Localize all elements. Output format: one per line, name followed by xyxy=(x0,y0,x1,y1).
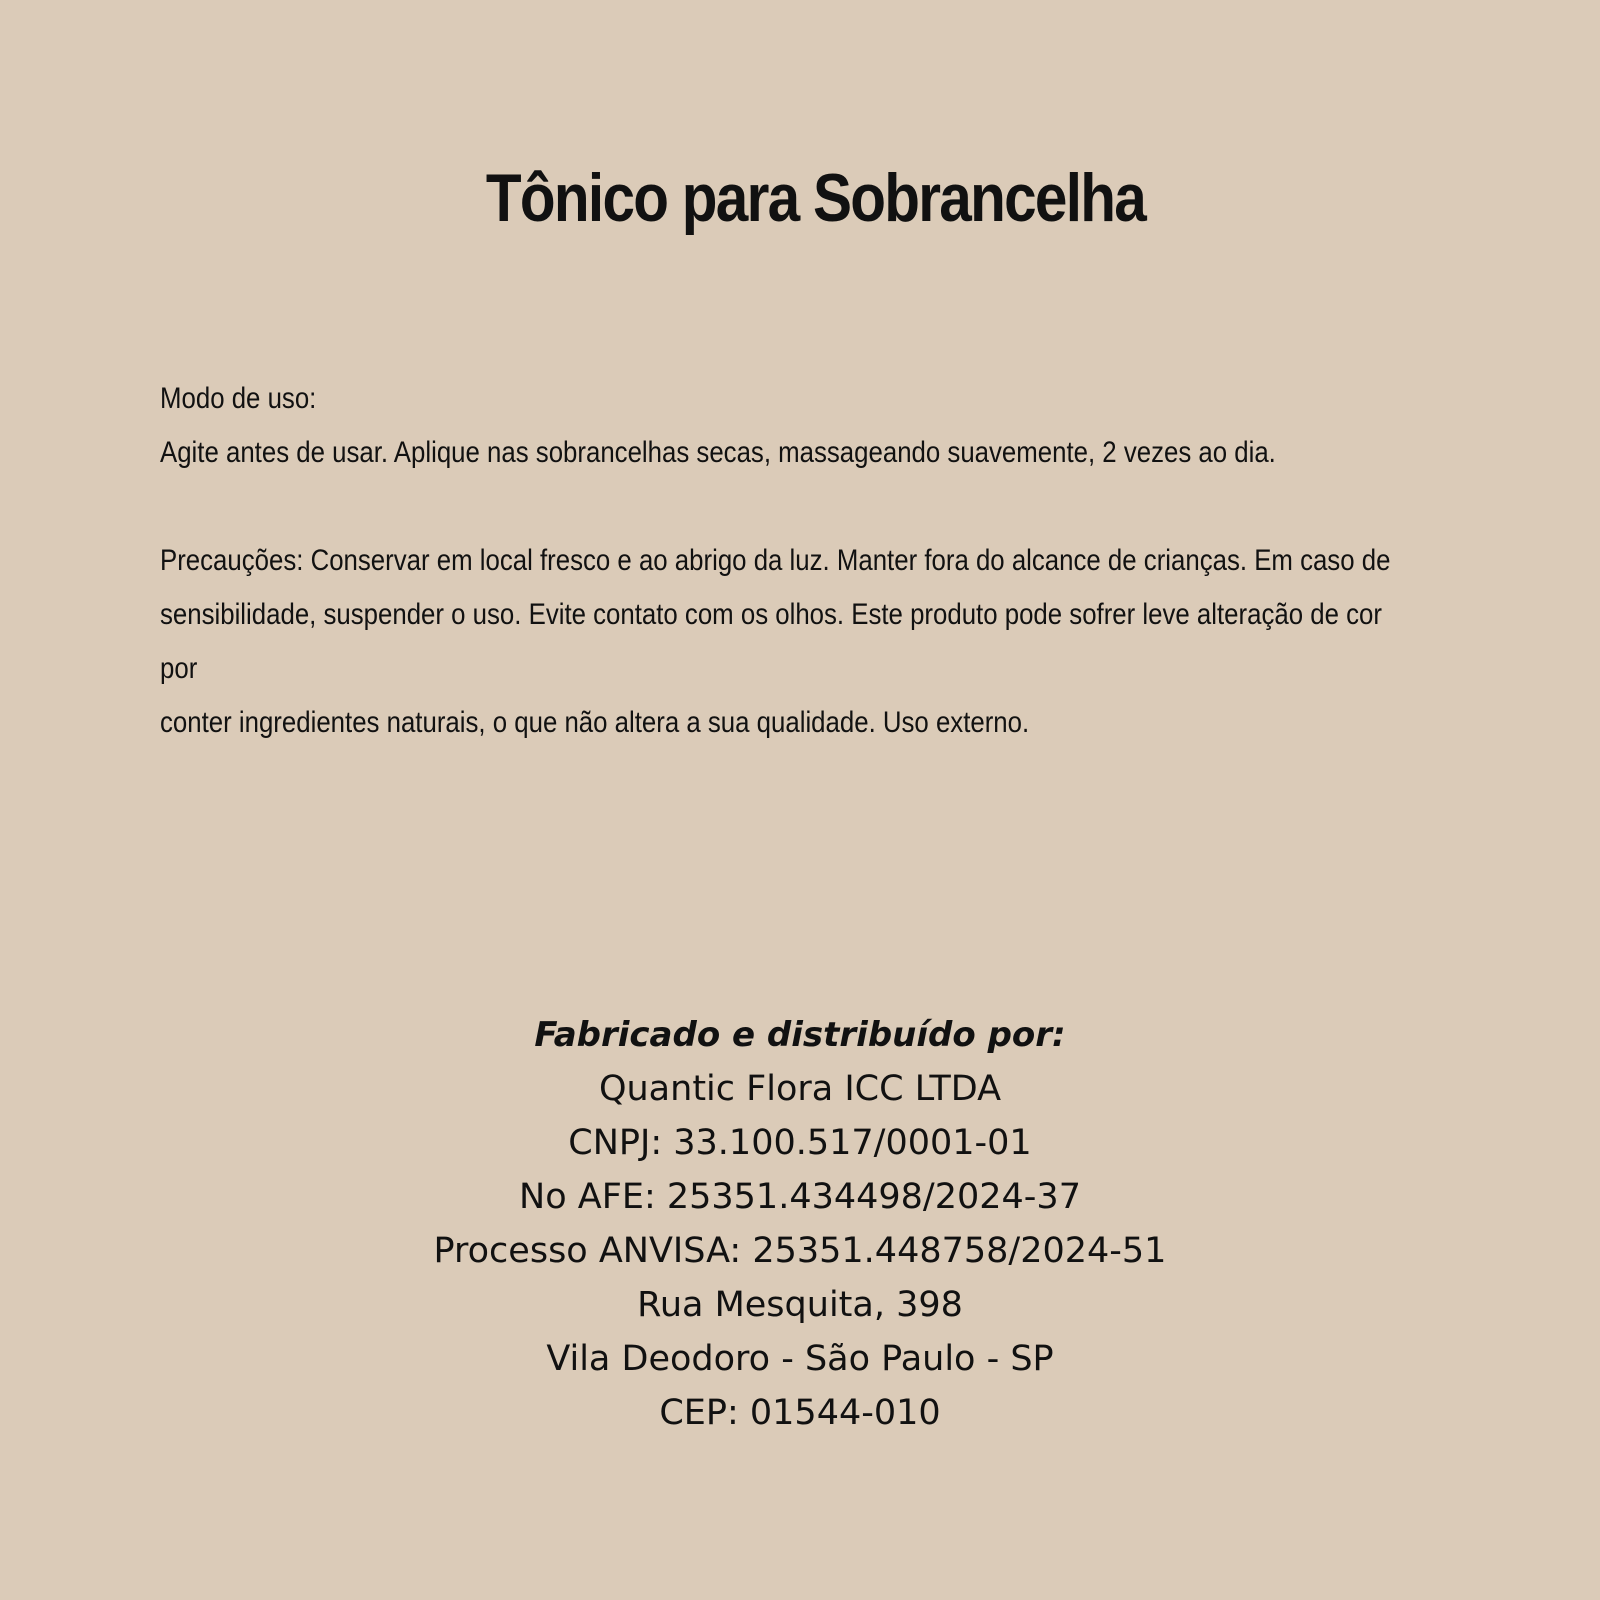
city-address: Vila Deodoro - São Paulo - SP xyxy=(546,1339,1054,1379)
paragraph-spacer xyxy=(160,480,1398,534)
usage-text: Agite antes de usar. Aplique nas sobrancelhas secas, massageando suavemente, 2 vezes ao dia. xyxy=(160,436,1276,469)
precautions-line-2: sensibilidade, suspender o uso. Evite contato com os olhos. Este produto pode sofrer leve alteração de cor por xyxy=(160,598,1382,685)
cnpj-number: CNPJ: 33.100.517/0001-01 xyxy=(568,1123,1032,1163)
page-title: Tônico para Sobrancelha xyxy=(485,160,1146,236)
postal-code: CEP: 01544-010 xyxy=(659,1393,941,1433)
precautions-line-3: conter ingredientes naturais, o que não altera a sua qualidade. Uso externo. xyxy=(160,706,1030,739)
street-address: Rua Mesquita, 398 xyxy=(637,1285,963,1325)
instructions-block xyxy=(160,372,1398,750)
usage-label: Modo de uso: xyxy=(160,382,317,415)
afe-number: No AFE: 25351.434498/2024-37 xyxy=(519,1177,1081,1217)
anvisa-process: Processo ANVISA: 25351.448758/2024-51 xyxy=(433,1231,1167,1271)
manufacturer-heading: Fabricado e distribuído por: xyxy=(534,1015,1066,1055)
manufacturer-block xyxy=(0,1008,1600,1440)
precautions-line-1: Precauções: Conservar em local fresco e ao abrigo da luz. Manter fora do alcance de crianças. Em caso de xyxy=(160,544,1391,577)
company-name: Quantic Flora ICC LTDA xyxy=(598,1069,1002,1109)
